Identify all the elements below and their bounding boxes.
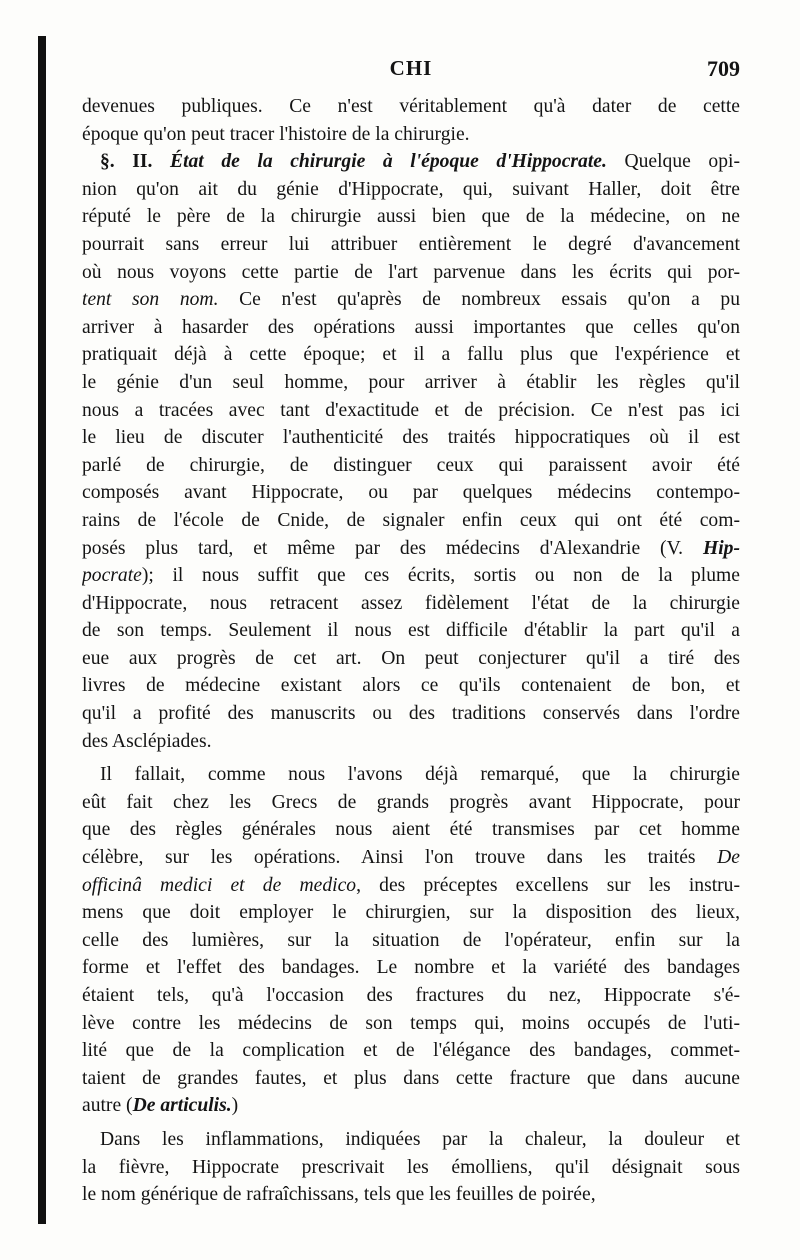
- text-run: la fièvre, Hippocrate prescrivait les émolliens, qu'il désignait sous: [82, 1156, 740, 1178]
- text-run: pourrait sans erreur lui attribuer entièrement le degré d'avancement: [82, 233, 740, 255]
- text-line: [82, 286, 740, 314]
- text-run: eût fait chez les Grecs de grands progrès avant Hippocrate, pour: [82, 791, 740, 813]
- text-run: Quelque opi-: [606, 151, 740, 173]
- text-run: De: [717, 847, 740, 869]
- text-run: livres de médecine existant alors ce qu'ils contenaient de bon, et: [82, 675, 740, 697]
- text-run: mens que doit employer le chirurgien, sur la disposition des lieux,: [82, 902, 740, 924]
- text-line: [82, 424, 740, 452]
- text-run: tent: [82, 289, 132, 311]
- text-line: [82, 231, 740, 259]
- text-run: réputé le père de la chirurgie aussi bien que de la médecine, on ne: [82, 206, 740, 228]
- text-run: pocrate: [82, 565, 142, 587]
- text-line: [82, 341, 740, 369]
- text-run: le lieu de discuter l'authenticité des traités hippocratiques où il est: [82, 427, 740, 449]
- text-line: [82, 728, 740, 756]
- text-line: [82, 479, 740, 507]
- text-line: [82, 844, 740, 872]
- text-run: ); il nous suffit que ces écrits, sortis ou non de la plume: [141, 565, 740, 587]
- text-line: [82, 1126, 740, 1154]
- text-line: [82, 121, 740, 149]
- text-run: composés avant Hippocrate, ou par quelques médecins contempo-: [82, 482, 740, 504]
- running-head: CHI: [389, 56, 433, 80]
- page-header: [82, 56, 740, 92]
- text-run: , des préceptes excellens sur les instru-: [356, 874, 740, 896]
- text-run: des Asclépiades.: [82, 730, 212, 752]
- text-line: [82, 700, 740, 728]
- text-line: [82, 872, 740, 900]
- text-run: nous a tracées avec tant d'exactitude et de précision. Ce n'est pas ici: [82, 399, 740, 421]
- text-run: ): [231, 1095, 239, 1117]
- text-line: [82, 899, 740, 927]
- text-run: pratiquait déjà à cette époque; et il a fallu plus que l'expérience et: [82, 344, 740, 366]
- text-run: taient de grandes fautes, et plus dans cette fracture que dans aucune: [82, 1067, 740, 1089]
- text-line: [82, 1092, 740, 1120]
- text-run: Dans les inflammations, indiquées par la chaleur, la douleur et: [100, 1128, 740, 1150]
- body-text: [82, 93, 740, 1209]
- text-line: [82, 1181, 740, 1209]
- text-run: De articulis.: [132, 1095, 232, 1117]
- scan-edge: [38, 36, 46, 1224]
- text-line: [82, 954, 740, 982]
- text-line: [82, 617, 740, 645]
- page-number: 709: [707, 56, 740, 81]
- text-line: [82, 590, 740, 618]
- text-line: [82, 816, 740, 844]
- text-run: parlé de chirurgie, de distinguer ceux qui paraissent avoir été: [82, 454, 740, 476]
- text-run: où nous voyons cette partie de l'art parvenue dans les écrits qui por-: [82, 261, 740, 283]
- text-run: celle des lumières, sur la situation de l'opérateur, enfin sur la: [82, 929, 740, 951]
- text-line: [82, 203, 740, 231]
- text-line: [82, 507, 740, 535]
- text-line: [82, 259, 740, 287]
- text-run: que des règles générales nous aient été transmises par cet homme: [82, 819, 740, 841]
- text-line: [82, 1065, 740, 1093]
- text-line: [82, 789, 740, 817]
- text-line: [82, 148, 740, 176]
- text-line: [82, 562, 740, 590]
- text-line: [82, 1010, 740, 1038]
- text-run: époque qu'on peut tracer l'histoire de la chirurgie.: [82, 123, 470, 145]
- text-run: Ce n'est qu'après de nombreux essais qu'on a pu: [218, 289, 740, 311]
- text-run: devenues publiques. Ce n'est véritablement qu'à dater de cette: [82, 96, 740, 117]
- text-line: [82, 176, 740, 204]
- text-run: lité que de la complication et de l'élégance des bandages, commet-: [82, 1040, 740, 1062]
- text-line: [82, 397, 740, 425]
- text-run: célèbre, sur les opérations. Ainsi l'on trouve dans les traités: [82, 847, 718, 869]
- text-run: le nom générique de rafraîchissans, tels que les feuilles de poirée,: [82, 1184, 596, 1206]
- text-run: qu'il a profité des manuscrits ou des traditions conservés dans l'ordre: [82, 703, 740, 725]
- text-line: [82, 535, 740, 563]
- text-line: [82, 672, 740, 700]
- text-run: d'Hippocrate, nous retracent assez fidèlement l'état de la chirurgie: [82, 592, 740, 614]
- text-run: forme et l'effet des bandages. Le nombre et la variété des bandages: [82, 957, 740, 979]
- text-run: État de la chirurgie à l'époque d'Hippocrate.: [170, 151, 607, 173]
- text-run: eue aux progrès de cet art. On peut conjecturer qu'il a tiré des: [82, 647, 740, 669]
- text-run: étaient tels, qu'à l'occasion des fractures du nez, Hippocrate s'é-: [82, 985, 740, 1006]
- text-run: nion qu'on ait du génie d'Hippocrate, qui, suivant Haller, doit être: [82, 178, 740, 200]
- text-run: autre (: [82, 1095, 133, 1117]
- text-line: [82, 93, 740, 121]
- text-line: [82, 1037, 740, 1065]
- text-line: [82, 452, 740, 480]
- text-line: [82, 314, 740, 342]
- text-line: [82, 1154, 740, 1182]
- text-run: Hip-: [702, 537, 740, 559]
- text-run: officinâ medici et de medico: [82, 874, 357, 896]
- text-run: rains de l'école de Cnide, de signaler enfin ceux qui ont été com-: [82, 509, 740, 531]
- text-line: [82, 645, 740, 673]
- text-run: §. II.: [100, 151, 170, 173]
- text-run: Il fallait, comme nous l'avons déjà remarqué, que la chirurgie: [100, 764, 740, 786]
- text-run: son nom.: [132, 289, 219, 311]
- text-line: [82, 982, 740, 1010]
- text-run: posés plus tard, et même par des médecins d'Alexandrie (V.: [82, 537, 703, 559]
- text-line: [82, 369, 740, 397]
- text-run: lève contre les médecins de son temps qui, moins occupés de l'uti-: [82, 1012, 740, 1034]
- text-run: le génie d'un seul homme, pour arriver à établir les règles qu'il: [82, 371, 740, 393]
- text-line: [82, 927, 740, 955]
- text-line: [82, 761, 740, 789]
- text-run: de son temps. Seulement il nous est difficile d'établir la part qu'il a: [82, 620, 740, 642]
- text-run: arriver à hasarder des opérations aussi importantes que celles qu'on: [82, 316, 740, 338]
